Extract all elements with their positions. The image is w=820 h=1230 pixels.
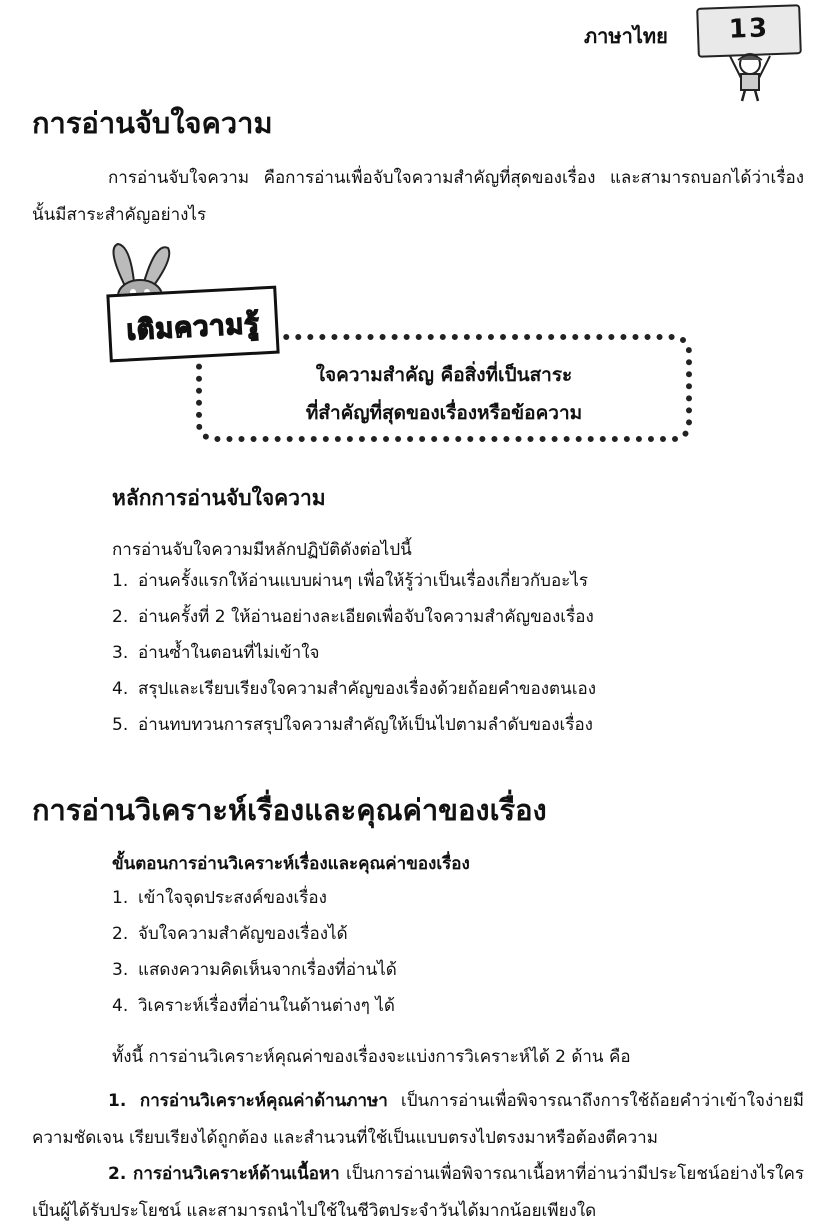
list-item: 2. อ่านครั้งที่ 2 ให้อ่านอย่างละเอียดเพื่อจับใจความสำคัญของเรื่อง — [112, 607, 594, 627]
list-item: 1. อ่านครั้งแรกให้อ่านแบบผ่านๆ เพื่อให้รู้ว่าเป็นเรื่องเกี่ยวกับอะไร — [112, 571, 588, 591]
section-title-main-idea: การอ่านจับใจความ — [32, 106, 273, 140]
extra-knowledge-label: เติมความรู้ — [125, 308, 261, 347]
steps-list — [112, 884, 397, 1028]
principles-lead: การอ่านจับใจความมีหลักปฏิบัติดังต่อไปนี้ — [112, 540, 412, 560]
intro-paragraph: การอ่านจับใจความ คือการอ่านเพื่อจับใจความสำคัญที่สุดของเรื่อง และสามารถบอกได้ว่าเรื่องนั้นมีสาระสำคัญอย่างไร — [32, 168, 804, 225]
list-item: 4. สรุปและเรียบเรียงใจความสำคัญของเรื่องด้วยถ้อยคำของตนเอง — [112, 679, 597, 699]
key-idea-line-1: ใจความสำคัญ คือสิ่งที่เป็นสาระ — [315, 364, 573, 386]
list-item: 1. เข้าใจจุดประสงค์ของเรื่อง — [112, 888, 327, 908]
list-item: 3. แสดงความคิดเห็นจากเรื่องที่อ่านได้ — [112, 960, 397, 980]
principles-title: หลักการอ่านจับใจความ — [112, 486, 326, 510]
aspect-language: 1. การอ่านวิเคราะห์คุณค่าด้านภาษา เป็นการอ่านเพื่อพิจารณาถึงการใช้ถ้อยคำว่าเข้าใจง่ายมีความชัดเจน เรียบเรียงได้ถูกต้อง และสำนวนที่ใช้เป็นแบบตรงไปตรงมาหรือต้องตีความ — [32, 1091, 804, 1148]
list-item: 3. อ่านซ้ำในตอนที่ไม่เข้าใจ — [112, 643, 320, 663]
list-item: 2. จับใจความสำคัญของเรื่องได้ — [112, 924, 348, 944]
principles-list — [112, 567, 596, 747]
list-item: 4. วิเคราะห์เรื่องที่อ่านในด้านต่างๆ ได้ — [112, 996, 395, 1016]
header-subject: ภาษาไทย — [584, 24, 668, 48]
steps-title: ขั้นตอนการอ่านวิเคราะห์เรื่องและคุณค่าของเรื่อง — [112, 854, 470, 874]
page-number: 13 — [728, 13, 770, 45]
section-title-analysis: การอ่านวิเคราะห์เรื่องและคุณค่าของเรื่อง — [32, 793, 547, 827]
list-item: 5. อ่านทบทวนการสรุปใจความสำคัญให้เป็นไปตามลำดับของเรื่อง — [112, 715, 593, 735]
key-idea-line-2: ที่สำคัญที่สุดของเรื่องหรือข้อความ — [305, 402, 583, 424]
analysis-summary: ทั้งนี้ การอ่านวิเคราะห์คุณค่าของเรื่องจะแบ่งการวิเคราะห์ได้ 2 ด้าน คือ — [112, 1047, 631, 1067]
aspect-content: 2. การอ่านวิเคราะห์ด้านเนื้อหา เป็นการอ่านเพื่อพิจารณาเนื้อหาที่อ่านว่ามีประโยชน์อย่างไรใครเป็นผู้ได้รับประโยชน์ และสามารถนำไปใช้ในชีวิตประจำวันได้มากน้อยเพียงใด — [32, 1164, 804, 1221]
cartoon-boy-icon — [720, 50, 780, 102]
extra-knowledge-sign — [106, 286, 279, 363]
